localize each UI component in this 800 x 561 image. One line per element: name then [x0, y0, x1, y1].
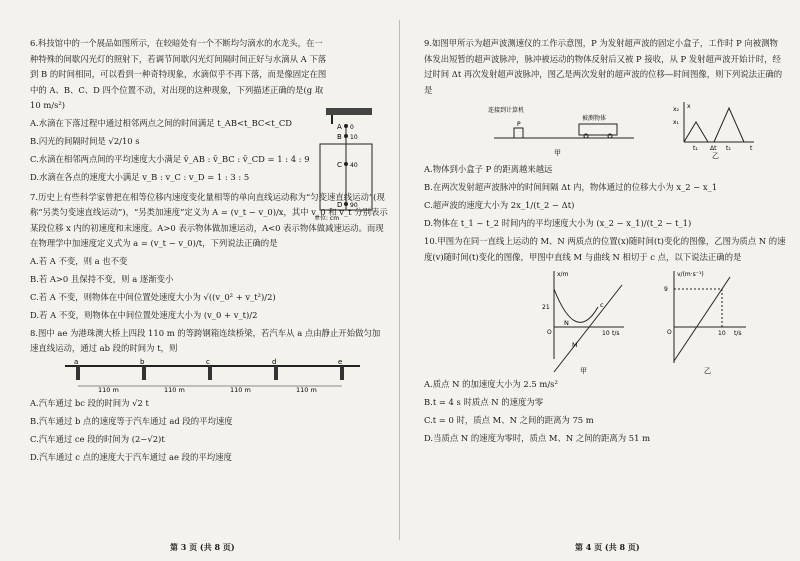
q6-tick-40: 40 [350, 162, 358, 169]
q10b-x-label: t/s [734, 330, 742, 337]
q9-pulse-2 [714, 108, 744, 142]
q8-pier-a [76, 366, 80, 380]
q10a-origin: O [547, 329, 552, 336]
q9-x1-label: x₁ [673, 119, 679, 126]
q10a-label-c: c [600, 301, 604, 309]
q9-option-c: C.超声波的速度大小为 2x_1/(t_2 − Δt) [424, 200, 575, 210]
q6-tick-0: 0 [350, 124, 354, 131]
q8-pier-c [208, 366, 212, 380]
q6-option-d: D.水滴在各点的速度大小满足 v_B : v_C : v_D = 1 : 3 : 5 [30, 171, 250, 182]
q7-option-d: D.若 A 不变，则物体在中间位置处速度大小为 (v_0 + v_t)/2 [30, 309, 258, 320]
q7-option-c: C.若 A 不变，则物体在中间位置处速度大小为 √((v_0² + v_t²)/2) [30, 291, 276, 302]
q10-option-a: A.质点 N 的加速度大小为 2.5 m/s² [424, 379, 558, 389]
q10a-curve-n [554, 289, 598, 322]
q8-point-e: e [338, 357, 343, 366]
q8-point-b: b [140, 357, 145, 366]
q9-pulse-1 [684, 122, 708, 142]
q8-option-b: B.汽车通过 b 点的速度等于汽车通过 ad 段的平均速度 [30, 415, 233, 426]
q6-stem: 6.科技馆中的一个展品如图所示，在较暗处有一个不断均匀滴水的水龙头，在一种特殊的间歇闪光灯的照射下，若调节间歇闪光灯间隔时间正好与水滴从 A 下落到 B 的时间相同，可以看到一种奇特现象，水滴似乎不再下落，而是像固定在图中的 A、B、C、D 四个位置不动，对出现的这种现象，下列描述正确的是(g 取 10 m/s²) [30, 38, 327, 110]
q10-stem: 10.甲图为在同一直线上运动的 M、N 两质点的位置(x)随时间(t)变化的图像，乙图为质点 N 的速度(v)随时间(t)变化的图像，甲图中直线 M 与曲线 N 相切于 c 点，以下说法正确的是 [424, 236, 786, 262]
q6-faucet [326, 108, 372, 115]
q8-span-3: 110 m [230, 385, 251, 394]
q9-x-label: t [750, 145, 753, 152]
q6-tick-90: 90 [350, 202, 358, 209]
q9-option-d: D.物体在 t_1 ~ t_2 时间内的平均速度大小为 (x_2 − x_1)/(t_2 − t_1) [424, 218, 692, 228]
q8-pier-e [340, 366, 344, 380]
q6-option-b: B.闪光的间隔时间是 √2/10 s [30, 135, 140, 146]
q10a-line-m [554, 285, 622, 372]
q8-span-4: 110 m [296, 385, 317, 394]
q9-dt-label: Δt [710, 145, 717, 152]
q8-option-d: D.汽车通过 c 点的速度大于汽车通过 ae 段的平均速度 [30, 451, 232, 462]
q10-option-c: C.t = 0 时，质点 M、N 之间的距离为 75 m [424, 415, 594, 425]
q9-figure [484, 100, 800, 160]
question-8 [30, 326, 388, 465]
q6-tick-10: 10 [350, 134, 358, 141]
q6-label-c: C [337, 161, 342, 169]
q10-option-d: D.当质点 N 的速度为零时，质点 M、N 之间的距离为 51 m [424, 433, 651, 443]
q6-drop-b [344, 134, 348, 138]
q10b-y-tick: 9 [664, 286, 668, 293]
q6-label-d: D [337, 201, 343, 209]
q10b-y-label: v/(m·s⁻¹) [677, 271, 704, 278]
q9-x2-label: x₂ [673, 106, 679, 113]
q7-option-a: A.若 A 不变，则 a 也不变 [30, 255, 128, 266]
q10a-caption: 甲 [580, 367, 587, 375]
q8-span-2: 110 m [164, 385, 185, 394]
q7-option-b: B.若 A>0 且保持不变，则 a 逐渐变小 [30, 273, 174, 284]
q9-object [579, 124, 617, 135]
q9-y-label: x [687, 103, 691, 110]
q10b-origin: O [667, 329, 672, 336]
q8-option-c: C.汽车通过 ce 段的时间为 (2−√2)t [30, 433, 165, 444]
q10a-y-label: x/m [557, 271, 569, 278]
q9-t2-label: t₂ [726, 145, 731, 152]
q8-pier-d [274, 366, 278, 380]
q6-label-b: B [337, 133, 342, 141]
q9-computer-label: 连接到计算机 [488, 107, 525, 114]
q10b-caption: 乙 [704, 367, 711, 375]
q10a-label-n: N [564, 319, 569, 327]
q10a-label-m: M [572, 341, 578, 349]
q8-point-c: c [206, 357, 210, 366]
q10a-x-tick: 10 [602, 330, 610, 337]
q10a-y-tick: 21 [542, 304, 550, 311]
q8-point-d: d [272, 357, 277, 366]
q8-point-a: a [74, 357, 79, 366]
q7-stem: 7.历史上有些科学家曾把在相等位移内速度变化量相等的单向直线运动称为“匀变速直线运动”(现称“另类匀变速直线运动”)，“另类加速度”定义为 A = (v_t − v_0)/x，其中 v_0 和 v_t 分别表示某段位移 x 内的初速度和末速度。A>0 表示物体做加速运动，A<0 表示物体做减速运动。而现在物理学中加速度定义式为 a = (v_t − v_0)/t，下列说法正确的是 [30, 191, 388, 248]
q8-bridge-figure [60, 358, 380, 394]
q9-label-a: 甲 [554, 149, 561, 157]
q6-option-c: C.水滴在相邻两点间的平均速度大小满足 v̄_AB : v̄_BC : v̄_CD = 1 : 4 : 9 [30, 153, 310, 164]
q8-option-a: A.汽车通过 bc 段的时间为 √2 t [30, 397, 149, 408]
q10b-x-tick: 10 [718, 330, 726, 337]
page-4-footer: 第 4 页 (共 8 页) [575, 542, 640, 552]
q9-object-label: 被测物体 [582, 115, 607, 122]
q8-pier-b [142, 366, 146, 380]
q10-figures [514, 267, 800, 375]
page-3-footer: 第 3 页 (共 8 页) [170, 542, 235, 552]
q6-unit: 单位: cm [314, 215, 340, 222]
q9-stem: 9.如图甲所示为超声波测速仪的工作示意图，P 为发射超声波的固定小盒子，工作时 P 向被测物体发出短暂的超声波脉冲，脉冲被运动的物体反射后又被 P 接收，从 P 发射超声波开始计时，经过时间 Δt 再次发射超声波脉冲，图乙是两次发射的超声波的位移—时间图像，则下列说法正确的是 [424, 38, 783, 95]
q8-span-1: 110 m [98, 385, 119, 394]
question-9 [424, 36, 786, 231]
q6-drop-c [344, 162, 348, 166]
q10-option-b: B.t = 4 s 时质点 N 的速度为零 [424, 397, 544, 407]
q6-drop-a [344, 124, 348, 128]
q6-option-a: A.水滴在下落过程中通过相邻两点之间的时间满足 t_AB<t_BC<t_CD [30, 117, 292, 128]
q9-t1-label: t₁ [693, 145, 698, 152]
q8-stem: 8.图中 ae 为港珠澳大桥上四段 110 m 的等跨钢箱连续桥梁，若汽车从 a 点由静止开始做匀加速直线运动，通过 ab 段的时间为 t，则 [30, 327, 381, 353]
q9-option-a: A.物体到小盒子 P 的距离越来越远 [424, 164, 553, 174]
q6-figure [312, 106, 392, 224]
q10a-x-label: t/s [612, 330, 620, 337]
q9-label-b: 乙 [712, 152, 719, 160]
q6-drop-d [344, 202, 348, 206]
q6-label-a: A [337, 123, 342, 131]
q9-option-b: B.在两次发射超声波脉冲的时间间隔 Δt 内，物体通过的位移大小为 x_2 − x_1 [424, 182, 718, 192]
q9-box-p [514, 128, 523, 138]
page-4 [400, 0, 800, 561]
question-10 [424, 234, 786, 446]
q9-label-p: P [517, 121, 521, 128]
